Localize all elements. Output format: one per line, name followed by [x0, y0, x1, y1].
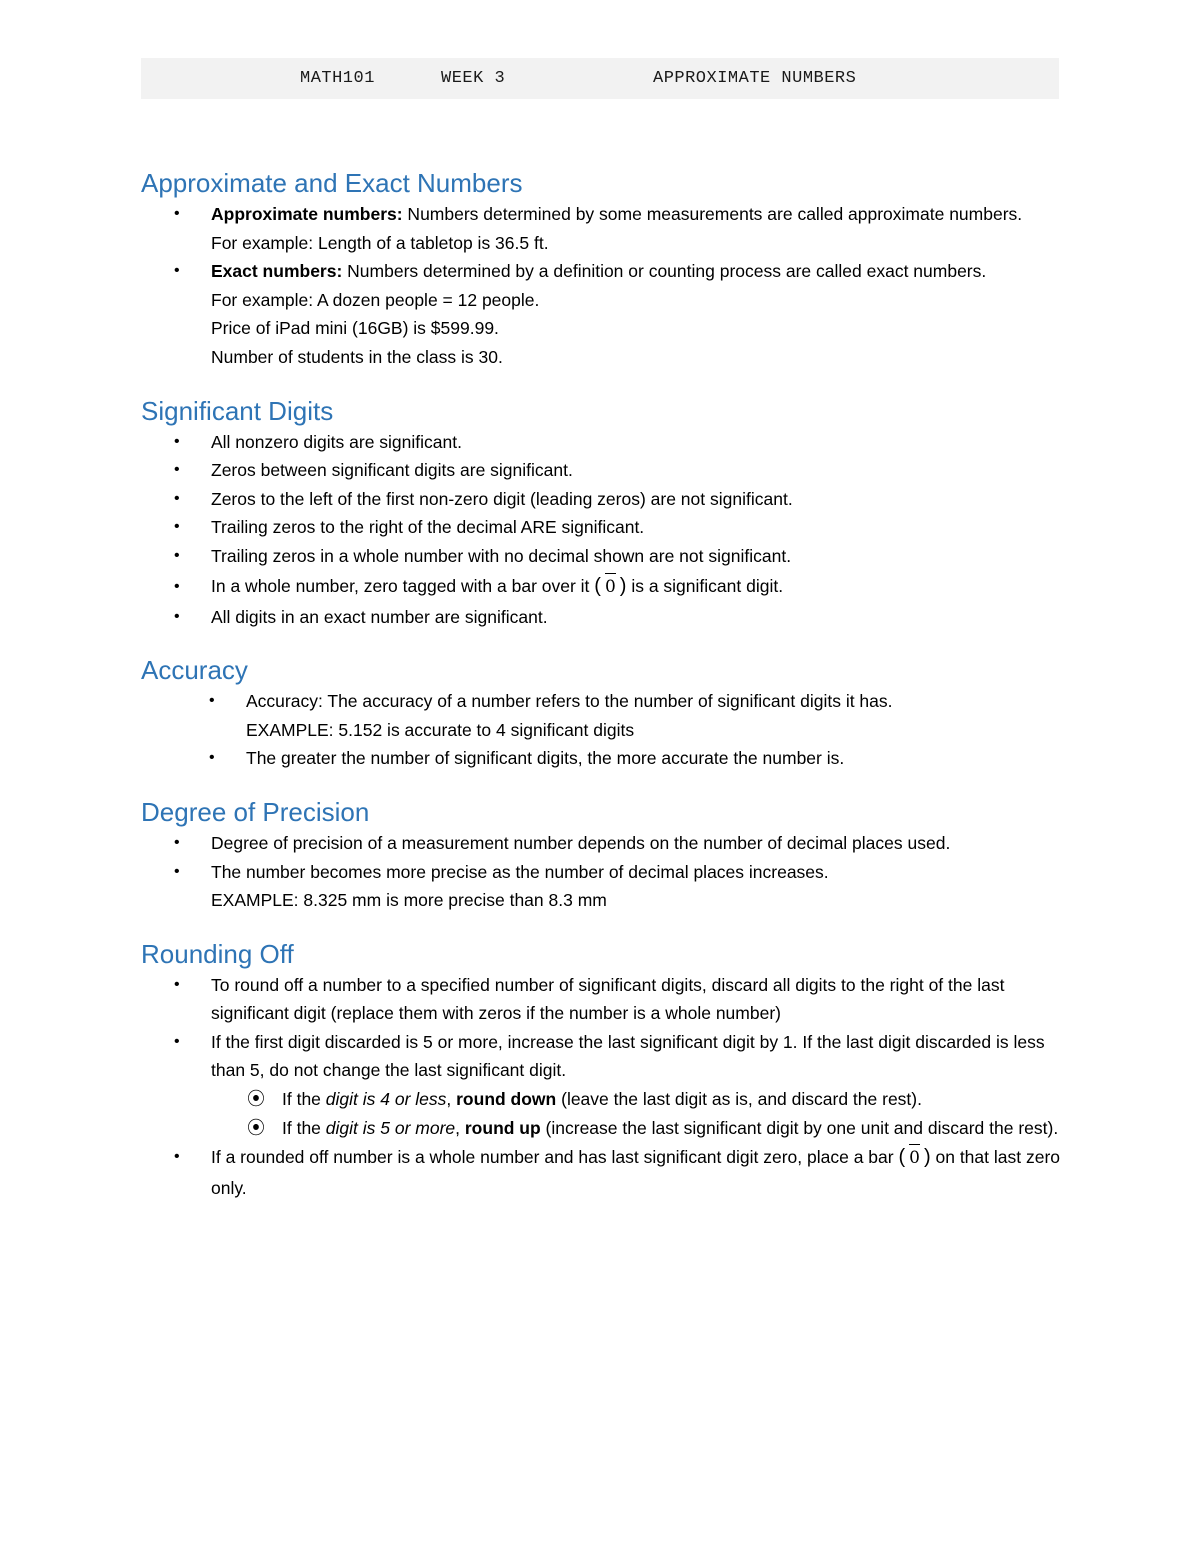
example-text: Number of students in the class is 30. — [211, 346, 503, 367]
header-topic: APPROXIMATE NUMBERS — [653, 69, 857, 88]
section-title: Degree of Precision — [141, 796, 370, 827]
bullet-list — [141, 971, 1061, 1204]
example-text: For example: Length of a tabletop is 36.5 ft. — [211, 232, 549, 253]
sub-item-text: If the — [282, 1089, 326, 1110]
list-item — [141, 428, 1061, 457]
list-item-text: To round off a number to a specified number of significant digits, discard all digits to the right of the last significant digit (replace them with zeros if the number is a whole number) — [211, 974, 1005, 1024]
bullet-icon: • — [174, 833, 180, 851]
bullet-icon: • — [174, 1148, 180, 1166]
list-item — [141, 744, 1061, 773]
sub-item-italic: digit is 5 or more — [325, 1117, 456, 1138]
list-item-text: All digits in an exact number are significant. — [211, 606, 548, 627]
section-accuracy — [141, 653, 1061, 773]
bullet-icon: • — [174, 489, 180, 507]
list-item-text: Trailing zeros in a whole number with no decimal shown are not significant. — [211, 545, 792, 566]
list-item-text: Trailing zeros to the right of the decimal ARE significant. — [211, 517, 645, 538]
overbar-zero-symbol: 0 — [905, 1143, 924, 1173]
list-item-text: All nonzero digits are significant. — [211, 431, 462, 452]
list-item — [141, 485, 1061, 514]
bullet-icon: • — [209, 749, 215, 767]
bullet-icon: • — [174, 205, 180, 222]
bullet-icon: • — [174, 461, 180, 479]
list-item-text: Zeros between significant digits are significant. — [211, 460, 573, 481]
sub-item-text: (increase the last significant digit by one unit and discard the rest). — [540, 1117, 1059, 1138]
term-exact: Exact numbers: — [211, 261, 343, 282]
sub-item-text: , — [455, 1117, 465, 1138]
term-approximate: Approximate numbers: — [211, 204, 403, 224]
section-title: Accuracy — [141, 655, 248, 686]
radio-bullet-icon: ⦿ — [247, 1089, 265, 1110]
bullet-icon: • — [174, 546, 180, 564]
radio-bullet-icon: ⦿ — [247, 1117, 265, 1138]
example-text: For example: A dozen people = 12 people. — [211, 289, 540, 310]
list-item-text: If the first digit discarded is 5 or more, increase the last significant digit by 1. If the last digit discarded is less than 5, do not change the last significant digit. — [211, 1031, 1045, 1081]
definition-approximate: Numbers determined by some measurements are called approximate numbers. — [402, 204, 1023, 224]
section-approx-exact — [141, 166, 1061, 372]
bullet-icon: • — [174, 518, 180, 536]
list-item — [141, 542, 1061, 571]
section-significant-digits — [141, 394, 1061, 632]
bullet-icon: • — [174, 607, 180, 625]
definition-exact: Numbers determined by a definition or counting process are called exact numbers. — [342, 261, 987, 282]
list-item — [141, 513, 1061, 542]
sub-item-text: (leave the last digit as is, and discard the rest). — [556, 1089, 922, 1110]
list-item — [141, 1028, 1061, 1142]
sub-item-bold: round down — [456, 1089, 557, 1110]
list-item-text: Accuracy: The accuracy of a number refers to the number of significant digits it has. — [246, 691, 893, 712]
list-item — [141, 971, 1061, 1028]
section-title: Rounding Off — [141, 938, 294, 969]
list-item: • In a whole number, zero tagged with a bar over it ( 0 ) is a significant digit. — [141, 571, 1061, 603]
overbar-zero-symbol: 0 — [601, 572, 620, 603]
list-item-text: The number becomes more precise as the number of decimal places increases. — [211, 861, 829, 882]
document-body — [141, 166, 1061, 1225]
list-item — [141, 257, 1061, 371]
section-title: Approximate and Exact Numbers — [141, 168, 523, 198]
bullet-icon: • — [174, 1032, 180, 1050]
list-item-text: The greater the number of significant digits, the more accurate the number is. — [246, 748, 845, 769]
bullet-icon: • — [174, 262, 180, 280]
list-item-text: Degree of precision of a measurement number depends on the number of decimal places used. — [211, 832, 951, 853]
bullet-list — [141, 687, 1061, 773]
list-item — [141, 456, 1061, 485]
bullet-icon: • — [209, 692, 215, 710]
bullet-icon: • — [174, 862, 180, 880]
example-text: EXAMPLE: 8.325 mm is more precise than 8.3 mm — [211, 890, 607, 911]
sub-item-italic: digit is 4 or less — [325, 1089, 447, 1110]
list-item: • If a rounded off number is a whole number and has last significant digit zero, place a bar ( 0 ) on that last zero only. — [141, 1142, 1061, 1203]
sub-bullet-list — [141, 1085, 1061, 1142]
page-header — [141, 58, 1059, 99]
example-text: EXAMPLE: 5.152 is accurate to 4 significant digits — [246, 719, 635, 740]
list-item-text: on that last zero only. — [211, 1147, 1061, 1199]
sub-list-item — [141, 1085, 1061, 1114]
list-item — [141, 603, 1061, 632]
sub-item-bold: round up — [464, 1117, 541, 1138]
bullet-list — [141, 200, 1061, 372]
sub-item-text: , — [446, 1089, 457, 1110]
bullet-icon: • — [174, 432, 180, 450]
list-item — [141, 200, 1061, 257]
section-title: Significant Digits — [141, 395, 334, 426]
bullet-list — [141, 428, 1061, 632]
bullet-icon: • — [174, 577, 180, 595]
sub-item-text: If the — [282, 1117, 326, 1138]
section-rounding — [141, 937, 1061, 1204]
list-item — [141, 858, 1061, 915]
bullet-list — [141, 829, 1061, 915]
header-course: MATH101 — [300, 69, 375, 88]
sub-list-item — [141, 1114, 1061, 1143]
example-text: Price of iPad mini (16GB) is $599.99. — [211, 318, 499, 339]
list-item-text: If a rounded off number is a whole number and has last significant digit zero, place a bar — [211, 1147, 899, 1168]
list-item-text: In a whole number, zero tagged with a bar over it — [211, 575, 595, 596]
list-item — [141, 829, 1061, 858]
section-precision — [141, 795, 1061, 915]
list-item-text: is a significant digit. — [626, 575, 784, 596]
header-week: WEEK 3 — [441, 69, 506, 88]
bullet-icon: • — [174, 975, 180, 993]
list-item-text: Zeros to the left of the first non-zero digit (leading zeros) are not significant. — [211, 488, 793, 509]
list-item — [141, 687, 1061, 744]
